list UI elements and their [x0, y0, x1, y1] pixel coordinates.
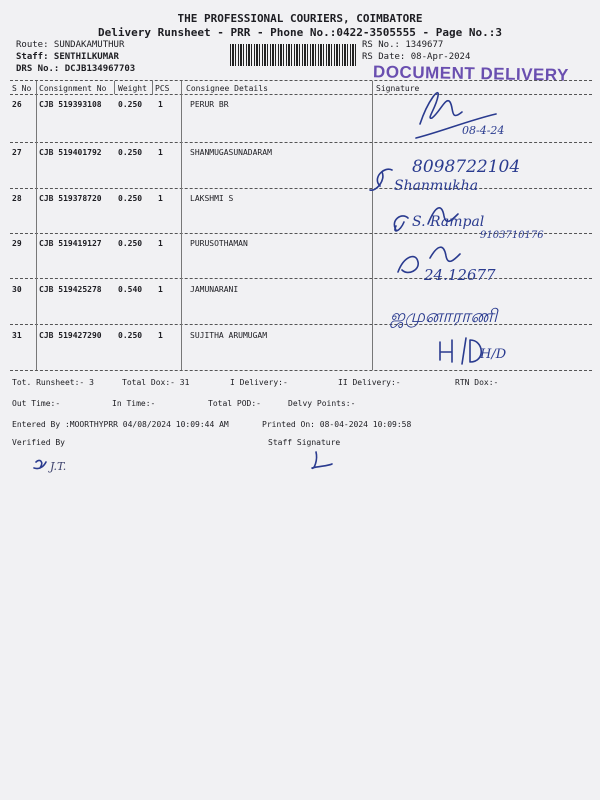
- staff-signature-label: Staff Signature: [268, 438, 341, 447]
- col-header-consignment: Consignment No: [39, 84, 107, 93]
- document-delivery-stamp: DOCUMENT DELIVERY: [372, 62, 569, 85]
- col-header-weight: Weight: [118, 84, 147, 93]
- cell-weight: 0.250: [118, 100, 143, 109]
- cell-sno: 29: [12, 239, 22, 248]
- handwritten-date: 08-4-24: [462, 124, 505, 137]
- cell-consignee: JAMUNARANI: [190, 285, 239, 294]
- cell-pcs: 1: [158, 331, 163, 340]
- cell-sno: 31: [12, 331, 22, 340]
- cell-consignment: CJB 519378720: [39, 194, 102, 203]
- handwritten-number: 9103710176: [480, 230, 544, 241]
- i-delivery: I Delivery:-: [230, 378, 288, 387]
- row-rule: [10, 188, 592, 189]
- signature-scribble: [398, 247, 460, 272]
- staff-signature-mark: [312, 452, 332, 468]
- signature-scribble: [440, 338, 481, 364]
- cell-consignment: CJB 519401792: [39, 148, 102, 157]
- cell-consignee: LAKSHMI S: [190, 194, 234, 203]
- cell-consignee: SHANMUGASUNADARAM: [190, 148, 272, 157]
- row-rule: [10, 142, 592, 143]
- handwritten-phone: 8098722104: [412, 157, 521, 177]
- cell-weight: 0.540: [118, 285, 143, 294]
- total-pod: Total POD:-: [208, 399, 261, 408]
- column-divider: [152, 81, 153, 94]
- handwritten-tamil-name: ஜமுனாராணி: [390, 306, 498, 327]
- column-divider: [372, 81, 373, 370]
- entered-by: Entered By :MOORTHYPRR 04/08/2024 10:09:44 AM: [12, 420, 229, 429]
- handwritten-name: S. Rampal: [412, 214, 485, 230]
- header-top-rule: [10, 80, 592, 81]
- cell-pcs: 1: [158, 194, 163, 203]
- printed-on: Printed On: 08-04-2024 10:09:58: [262, 420, 412, 429]
- row-rule: [10, 278, 592, 279]
- total-dox: Total Dox:- 31: [122, 378, 190, 387]
- col-header-consignee: Consignee Details: [186, 84, 268, 93]
- verified-by-label: Verified By: [12, 438, 65, 447]
- cell-sno: 26: [12, 100, 22, 109]
- cell-consignee: PERUR BR: [190, 100, 229, 109]
- barcode-image: [230, 44, 358, 66]
- cell-consignment: CJB 519419127: [39, 239, 102, 248]
- in-time: In Time:-: [112, 399, 156, 408]
- runsheet-subtitle: Delivery Runsheet - PRR - Phone No.:0422-3505555 - Page No.:3: [98, 26, 502, 39]
- cell-consignee: PURUSOTHAMAN: [190, 239, 248, 248]
- cell-pcs: 1: [158, 239, 163, 248]
- drs-number: DRS No.: DCJB134967703: [16, 64, 136, 74]
- cell-pcs: 1: [158, 148, 163, 157]
- signature-scribble: [416, 93, 496, 138]
- rs-date: RS Date: 08-Apr-2024: [362, 52, 471, 62]
- handwritten-name: Shanmukha: [394, 178, 479, 194]
- ii-delivery: II Delivery:-: [338, 378, 401, 387]
- table-bottom-rule: [10, 370, 592, 371]
- col-header-sno: S No: [12, 84, 32, 93]
- signature-scribble: [394, 208, 458, 231]
- verified-initials: J.T.: [50, 460, 67, 473]
- tot-runsheet: Tot. Runsheet:- 3: [12, 378, 94, 387]
- out-time: Out Time:-: [12, 399, 61, 408]
- company-title: THE PROFESSIONAL COURIERS, COIMBATORE: [177, 12, 423, 25]
- column-divider: [181, 81, 182, 370]
- column-divider: [36, 81, 37, 370]
- route-label: Route: SUNDAKAMUTHUR: [16, 40, 125, 50]
- cell-pcs: 1: [158, 100, 163, 109]
- cell-sno: 27: [12, 148, 22, 157]
- rtn-dox: RTN Dox:-: [455, 378, 499, 387]
- rs-number: RS No.: 1349677: [362, 40, 444, 50]
- header-bottom-rule: [10, 94, 592, 95]
- cell-weight: 0.250: [118, 331, 143, 340]
- cell-consignment: CJB 519425278: [39, 285, 102, 294]
- cell-weight: 0.250: [118, 194, 143, 203]
- row-rule: [10, 324, 592, 325]
- cell-sno: 28: [12, 194, 22, 203]
- staff-label: Staff: SENTHILKUMAR: [16, 52, 119, 62]
- cell-consignment: CJB 519393108: [39, 100, 102, 109]
- cell-consignment: CJB 519427290: [39, 331, 102, 340]
- col-header-signature: Signature: [376, 84, 420, 93]
- cell-weight: 0.250: [118, 239, 143, 248]
- handwritten-hd: H/D: [480, 347, 507, 362]
- col-header-pcs: PCS: [155, 84, 170, 93]
- delvy-points: Delvy Points:-: [288, 399, 356, 408]
- cell-consignee: SUJITHA ARUMUGAM: [190, 331, 268, 340]
- handwritten-number: 24.12677: [424, 266, 496, 284]
- signature-scribble: [34, 460, 46, 468]
- cell-weight: 0.250: [118, 148, 143, 157]
- column-divider: [114, 81, 115, 94]
- row-rule: [10, 233, 592, 234]
- cell-pcs: 1: [158, 285, 163, 294]
- cell-sno: 30: [12, 285, 22, 294]
